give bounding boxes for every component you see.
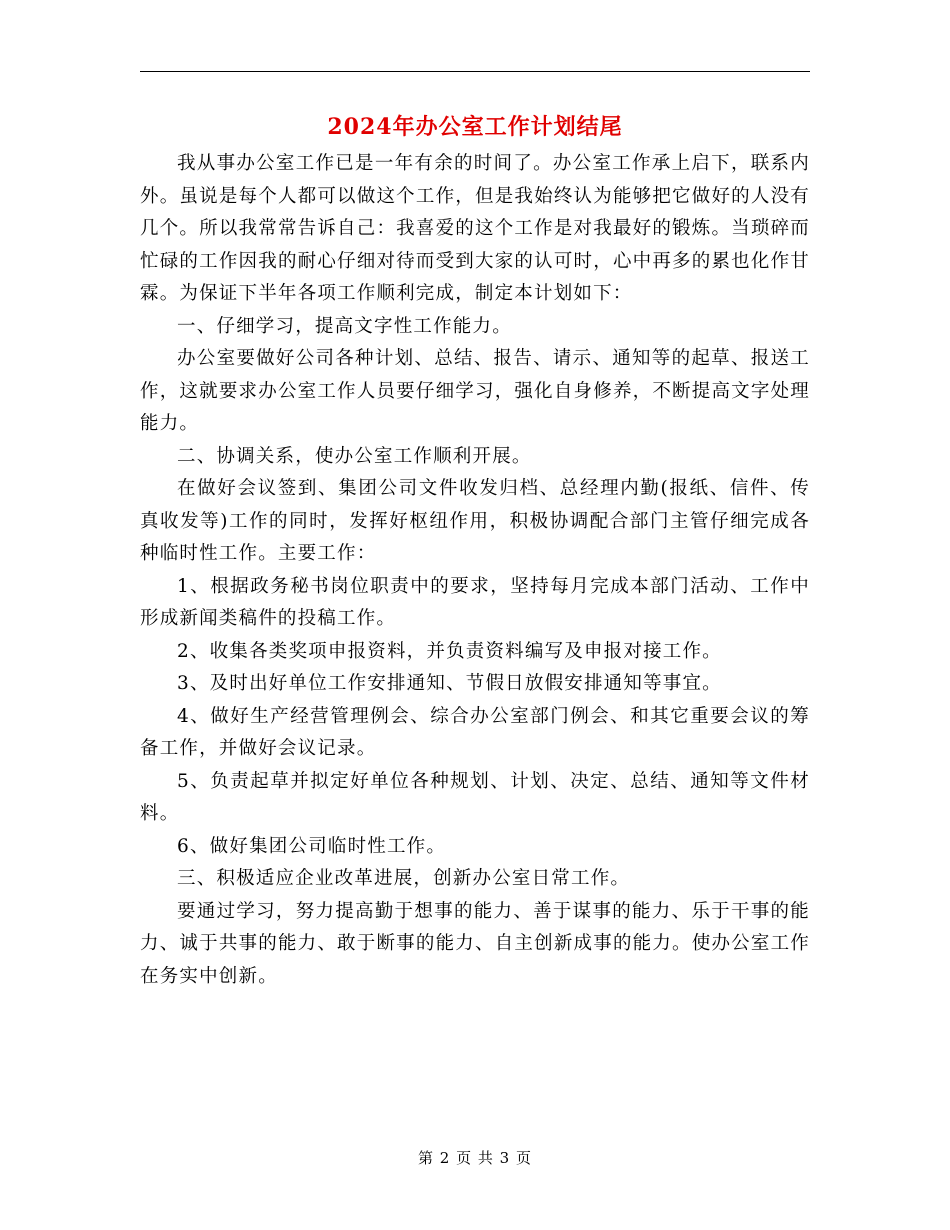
paragraph-intro: 我从事办公室工作已是一年有余的时间了。办公室工作承上启下，联系内外。虽说是每个人都可以做这个工作，但是我始终认为能够把它做好的人没有几个。所以我常常告诉自己：我喜爱的这个工作是对我最好的锻炼。当琐碎而忙碌的工作因我的耐心仔细对待而受到大家的认可时，心中再多的累也化作甘霖。为保证下半年各项工作顺利完成，制定本计划如下：	[140, 153, 810, 304]
list-item-1: 1、根据政务秘书岗位职责中的要求，坚持每月完成本部门活动、工作中形成新闻类稿件的投稿工作。	[140, 575, 810, 629]
paragraph-section-1: 办公室要做好公司各种计划、总结、报告、请示、通知等的起草、报送工作，这就要求办公室工作人员要仔细学习，强化自身修养，不断提高文字处理能力。	[140, 348, 810, 434]
list-item-6: 6、做好集团公司临时性工作。	[177, 835, 447, 857]
document-title: 2024年办公室工作计划结尾	[327, 114, 623, 140]
section-heading-3: 三、积极适应企业改革进展，创新办公室日常工作。	[177, 868, 631, 889]
paragraph-section-2: 在做好会议签到、集团公司文件收发归档、总经理内勤(报纸、信件、传真收发等)工作的同时，发挥好枢纽作用，积极协调配合部门主管仔细完成各种临时性工作。主要工作：	[140, 478, 810, 564]
paragraph-section-3: 要通过学习，努力提高勤于想事的能力、善于谋事的能力、乐于干事的能力、诚于共事的能力、敢于断事的能力、自主创新成事的能力。使办公室工作在务实中创新。	[140, 900, 810, 987]
document-body	[140, 148, 810, 993]
list-item-4: 4、做好生产经营管理例会、综合办公室部门例会、和其它重要会议的筹备工作，并做好会议记录。	[140, 705, 810, 759]
list-item-3: 3、及时出好单位工作安排通知、节假日放假安排通知等事宜。	[177, 673, 722, 694]
header-rule	[140, 71, 810, 72]
list-item-5: 5、负责起草并拟定好单位各种规划、计划、决定、总结、通知等文件材料。	[140, 770, 810, 824]
page-number: 第 2 页 共 3 页	[418, 1149, 532, 1167]
list-item-2: 2、收集各类奖项申报资料，并负责资料编写及申报对接工作。	[177, 640, 722, 662]
section-heading-1: 一、仔细学习，提高文字性工作能力。	[177, 315, 512, 337]
section-heading-2: 二、协调关系，使办公室工作顺利开展。	[177, 445, 532, 467]
